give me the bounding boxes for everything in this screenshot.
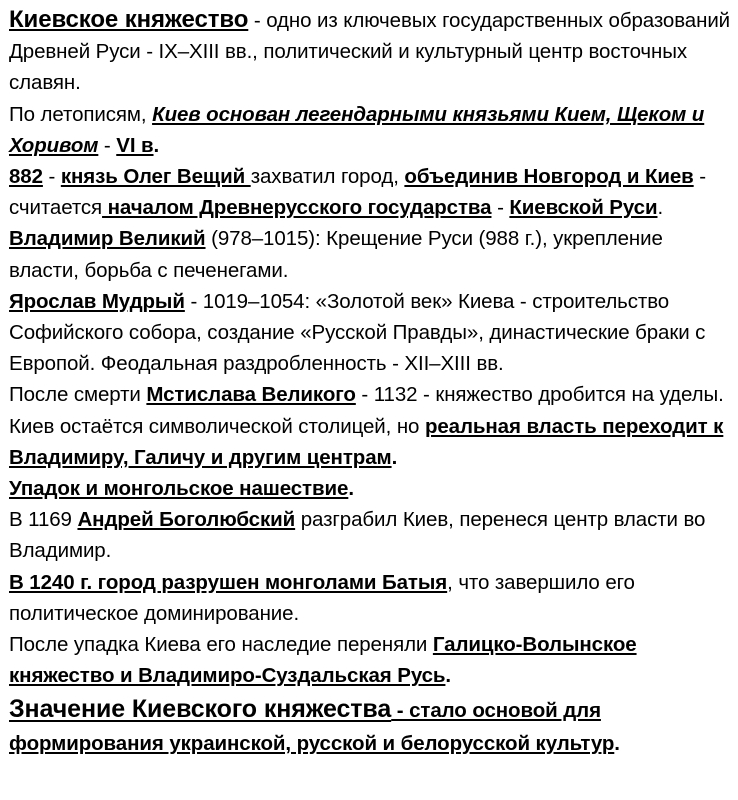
intro-text: - одно из ключевых государственных образований Древней Руси - IX–XIII вв., политический и культурный центр восточных славян.: [9, 9, 731, 95]
dash-882: -: [42, 165, 61, 189]
founders-text: Киев основан легендарными князьями Кием, Щеком и Хоривом: [9, 102, 705, 157]
paragraph-1240: [9, 567, 732, 629]
mstislav-lead: После смерти: [9, 383, 147, 407]
paragraph-882: [9, 161, 732, 223]
decline-heading: Упадок и монгольское нашествие: [9, 477, 349, 501]
founding-lead-text: По летописям,: [9, 102, 153, 126]
paragraph-mstislav: [9, 379, 732, 473]
oleg-name: князь Олег Вещий: [60, 165, 251, 189]
paragraph-decline-heading: [9, 473, 732, 504]
paragraph-heirs: [9, 629, 732, 691]
lead-1169: В 1169: [9, 508, 78, 532]
unite-text: объединив Новгород и Киев: [404, 165, 694, 189]
heirs-lead: После упадка Киева его наследие переняли: [9, 633, 433, 657]
paragraph-1169: [9, 504, 732, 566]
dash-rus: -: [491, 196, 510, 220]
founding-dash: -: [98, 133, 117, 157]
year-882: 882: [9, 165, 43, 189]
event-1240: В 1240 г. город разрушен монголами Батыя: [9, 570, 448, 594]
heirs-names: Галицко-Волынское княжество и Владимиро-Суздальская Русь: [9, 633, 637, 688]
text-1240: , что завершило его политическое доминирование.: [9, 570, 635, 625]
significance-text: - стало основой для формирования украинской, русской и белорусской культур: [9, 699, 615, 756]
period-882: .: [657, 196, 664, 220]
state-start-text: началом Древнерусского государства: [102, 196, 492, 220]
mstislav-text: - 1132 - княжество дробится на уделы. Киев остаётся символической столицей, но: [9, 383, 724, 438]
paragraph-vladimir: [9, 223, 732, 285]
text-1169: разграбил Киев, перенеся центр власти во Владимир.: [9, 508, 706, 563]
paragraph-yaroslav: [9, 286, 732, 380]
real-power-text: реальная власть переходит к Владимиру, Галичу и другим центрам: [9, 414, 724, 469]
significance-heading: Значение Киевского княжества: [9, 695, 392, 724]
decline-period: .: [348, 477, 354, 501]
yaroslav-name: Ярослав Мудрый: [9, 289, 185, 313]
paragraph-significance: [9, 693, 732, 760]
mstislav-period: .: [391, 445, 398, 469]
document-title: Киевское княжество: [9, 6, 249, 33]
oleg-action: захватил город,: [250, 165, 405, 189]
vladimir-text: (978–1015): Крещение Руси (988 г.), укрепление власти, борьба с печенегами.: [9, 227, 663, 282]
yaroslav-text: - 1019–1054: «Золотой век» Киева - строительство Софийского собора, создание «Русской Правды», династические браки с Европой. Феодальная раздробленность - XII–XIII вв.: [9, 289, 706, 376]
paragraph-intro: [9, 4, 732, 99]
heirs-period: .: [445, 664, 452, 688]
paragraph-founding: [9, 99, 732, 161]
kievan-rus-text: Киевской Руси: [509, 196, 658, 220]
andrey-name: Андрей Боголюбский: [77, 508, 296, 532]
considered-text: - считается: [9, 165, 706, 220]
founding-century: VI в: [116, 133, 154, 157]
mstislav-name: Мстислава Великого: [146, 383, 356, 407]
significance-period: .: [614, 732, 620, 756]
vladimir-name: Владимир Великий: [9, 227, 206, 251]
founding-period: .: [153, 133, 160, 157]
